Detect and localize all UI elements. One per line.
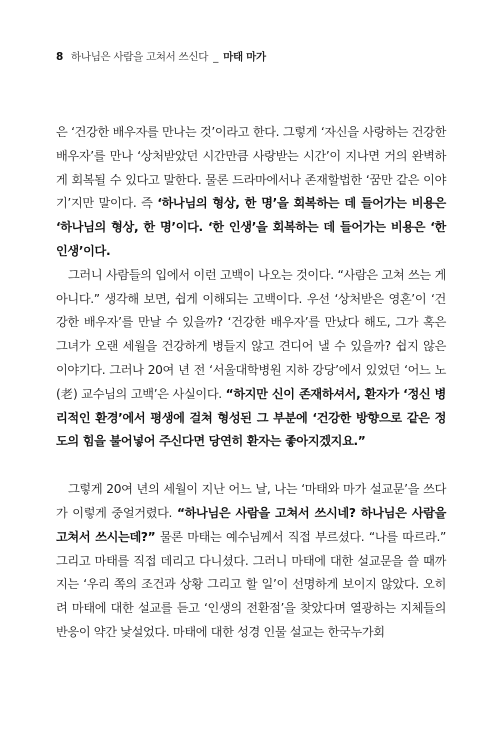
text-segment: 그러니 사람들의 입에서 이런 고백이 나오는 것이다. “사람은 고쳐 쓰는 게 아니다.” 생각해 보면, 쉽게 이해되는 고백이다. 우선 ‘상처받은 영혼’이 ‘건강한 배우자’를 만날 수 있을까? ‘건강한 배우자’를 만났다 해도, 그가 혹은 그녀가 오랜 세월을 건강하게 병들지 않고 견디어 낼 수 있을까? 쉽지 않은 이야기다. 그러나 20여 년 전 ‘서울대학병원 지하 강당’에서 있었던 ‘어느 노(老) 교수님의 고백’은 사실이다. — [56, 267, 446, 401]
text-segment: 은 ‘건강한 배우자를 만나는 것’이라고 한다. 그렇게 ‘자신을 사랑하는 건강한 배우자’를 만나 ‘상처받았던 시간만큼 사랑받는 시간’이 지나면 거의 완벽하게 회복될 수 있다고 말한다. 물론 드라마에서나 존재할법한 ‘꿈만 같은 이야기’지만 말이다. 즉 — [56, 125, 446, 211]
text-segment: 그렇게 20여 년의 세월이 지난 어느 날, 나는 ‘마태와 마가 설교문’을 쓰다가 이렇게 중얼거렸다. — [56, 482, 446, 520]
paragraph — [56, 121, 446, 264]
text-segment: 물론 마태는 예수님께서 직접 부르셨다. “나를 따르라.” 그리고 마태를 직접 데리고 다니셨다. 그러니 마태에 대한 설교문을 쓸 때까지는 ‘우리 쪽의 조건과 상황 그리고 할 일’이 선명하게 보이지 않았다. 오히려 마태에 대한 설교를 듣고 ‘인생의 전환점’을 찾았다며 열광하는 지체들의 반응이 약간 낯설었다. 마태에 대한 성경 인물 설교는 한국누가회 — [56, 529, 446, 639]
bold-segment: “하나님은 사람을 고쳐서 쓰시네? 하나님은 사람을 고쳐서 쓰시는데?” — [56, 505, 446, 544]
book-name: 마태 마가 — [223, 51, 266, 63]
bold-segment: “하지만 신이 존재하셔서, 환자가 ‘정신 병리적인 환경’에서 평생에 걸쳐 형성된 그 부분에 ‘건강한 방향으로 같은 정도의 힘을 불어넣어 주신다면 당연히 환자는 좋아지겠지요.” — [56, 386, 446, 449]
header-separator: _ — [213, 51, 219, 63]
running-header — [56, 49, 266, 64]
paragraph — [56, 478, 446, 645]
paragraph — [56, 264, 446, 454]
bold-segment: ‘하나님의 형상, 한 명’을 회복하는 데 들어가는 비용은 ‘하나님의 형상, 한 명’이다. ‘한 인생’을 회복하는 데 들어가는 비용은 ‘한 인생’이다. — [56, 196, 446, 258]
body-text — [56, 121, 446, 645]
book-title: 하나님은 사람을 고쳐서 쓰신다 — [71, 51, 209, 63]
page-number: 8 — [56, 51, 64, 63]
